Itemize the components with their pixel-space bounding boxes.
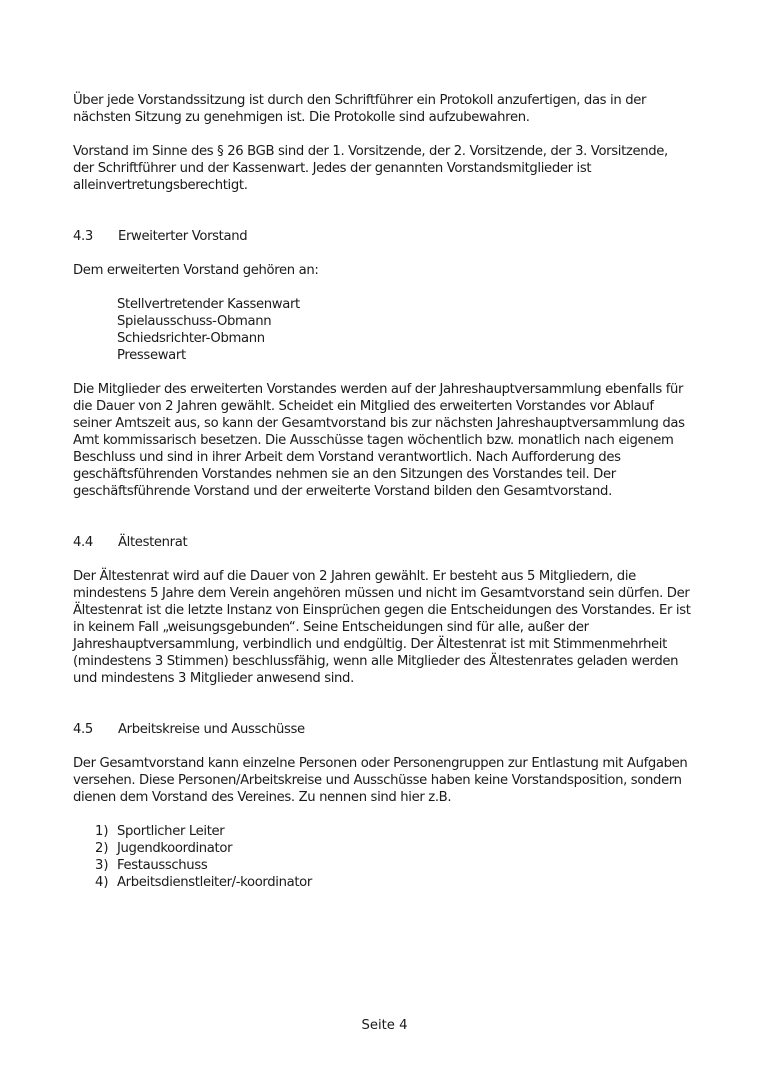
text-line: nächsten Sitzung zu genehmigen ist. Die Protokolle sind aufzubewahren. [73, 110, 530, 125]
text-line: die Dauer von 2 Jahren gewählt. Scheidet ein Mitglied des erweiterten Vorstandes vor Ablauf [73, 399, 654, 414]
text-line: und mindestens 3 Mitglieder anwesend sind. [73, 671, 354, 686]
section-heading-4-5 [73, 721, 305, 738]
list-marker: 1) [95, 824, 109, 839]
section-number: 4.5 [73, 722, 93, 737]
text-line: der Schriftführer und der Kassenwart. Jedes der genannten Vorstandsmitglieder ist [73, 161, 592, 176]
list-marker: 2) [95, 841, 109, 856]
text-line: Über jede Vorstandssitzung ist durch den Schriftführer ein Protokoll anzufertigen, das in der [73, 93, 647, 108]
section-heading-4-3 [73, 228, 247, 245]
member-item: Schiedsrichter-Obmann [117, 331, 265, 346]
text-line: dienen dem Vorstand des Vereines. Zu nennen sind hier z.B. [73, 790, 452, 805]
list-label: Sportlicher Leiter [117, 824, 225, 839]
text-line: geschäftsführenden Vorstandes nehmen sie an den Sitzungen des Vorstandes teil. Der [73, 467, 616, 482]
text-line: seiner Amtszeit aus, so kann der Gesamtvorstand bis zur nächsten Jahreshauptversammlung das [73, 416, 685, 431]
list-marker: 4) [95, 875, 109, 890]
member-item: Pressewart [117, 348, 186, 363]
text-line: Die Mitglieder des erweiterten Vorstandes werden auf der Jahreshauptversammlung ebenfalls für [73, 382, 684, 397]
list-label: Festausschuss [117, 858, 208, 873]
section-title: Ältestenrat [118, 535, 188, 550]
text-line: Der Ältestenrat wird auf die Dauer von 2 Jahren gewählt. Er besteht aus 5 Mitgliedern, die [73, 569, 636, 584]
text-line: Jahreshauptversammlung, verbindlich und endgültig. Der Ältestenrat ist mit Stimmenmehrheit [73, 637, 667, 652]
text-line: in keinem Fall „weisungsgebunden“. Seine Entscheidungen sind für alle, außer der [73, 620, 589, 635]
text-line: Beschluss und sind in ihrer Arbeit dem Vorstand verantwortlich. Nach Aufforderung des [73, 450, 621, 465]
list-label: Jugendkoordinator [117, 841, 233, 856]
member-item: Stellvertretender Kassenwart [117, 297, 300, 312]
section-number: 4.3 [73, 229, 93, 244]
section-number: 4.4 [73, 535, 93, 550]
text-line: mindestens 5 Jahre dem Verein angehören müssen und nicht im Gesamtvorstand sein dürfen. Der [73, 586, 690, 601]
text-line: alleinvertretungsberechtigt. [73, 178, 248, 193]
text-line: (mindestens 3 Stimmen) beschlussfähig, wenn alle Mitglieder des Ältestenrates geladen werden [73, 654, 679, 669]
section-intro: Dem erweiterten Vorstand gehören an: [73, 263, 319, 278]
member-item: Spielausschuss-Obmann [117, 314, 272, 329]
section-title: Arbeitskreise und Ausschüsse [118, 722, 305, 737]
section-heading-4-4 [73, 534, 187, 551]
text-line: Vorstand im Sinne des § 26 BGB sind der 1. Vorsitzende, der 2. Vorsitzende, der 3. Vorsitzende, [73, 144, 668, 159]
text-line: Amt kommissarisch besetzen. Die Ausschüsse tagen wöchentlich bzw. monatlich nach eigenem [73, 433, 674, 448]
text-line: versehen. Diese Personen/Arbeitskreise und Ausschüsse haben keine Vorstandsposition, sondern [73, 773, 682, 788]
list-label: Arbeitsdienstleiter/-koordinator [117, 875, 312, 890]
page-number: Seite 4 [361, 1018, 408, 1033]
section-title: Erweiterter Vorstand [118, 229, 248, 244]
text-line: geschäftsführende Vorstand und der erweiterte Vorstand bilden den Gesamtvorstand. [73, 484, 612, 499]
text-line: Ältestenrat ist die letzte Instanz von Einsprüchen gegen die Entscheidungen des Vorstandes. Er ist [73, 603, 691, 618]
text-line: Der Gesamtvorstand kann einzelne Personen oder Personengruppen zur Entlastung mit Aufgaben [73, 756, 688, 771]
list-marker: 3) [95, 858, 109, 873]
